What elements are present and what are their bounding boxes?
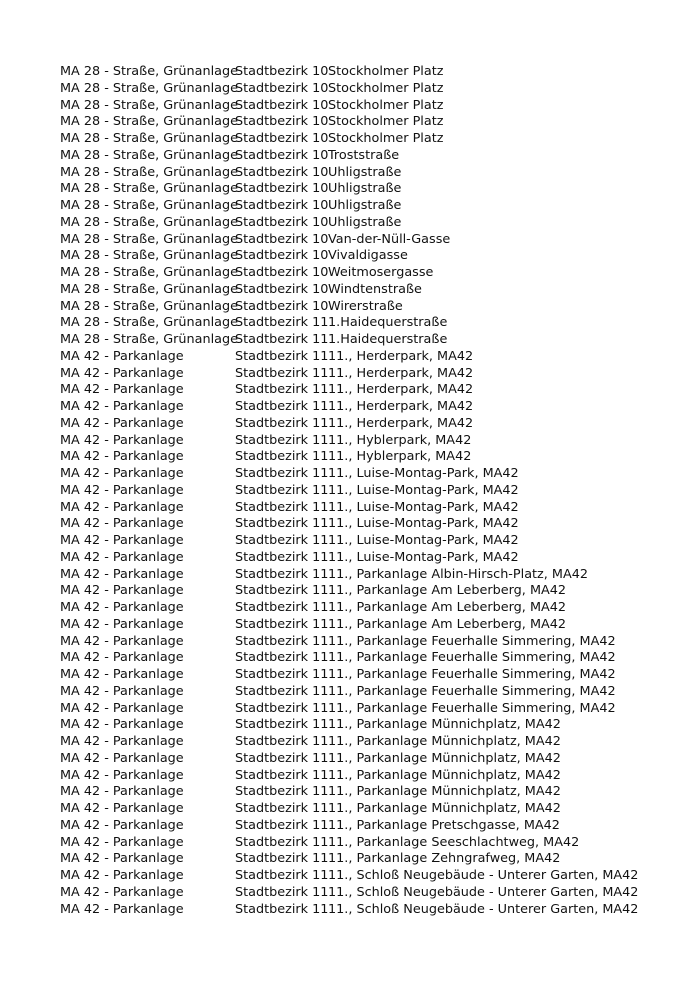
- location-cell: 11., Parkanlage Am Leberberg, MA42: [328, 616, 567, 632]
- department-cell: MA 42 - Parkanlage: [60, 784, 184, 800]
- location-cell: 11., Herderpark, MA42: [328, 415, 474, 431]
- location-cell: 11., Parkanlage Am Leberberg, MA42: [328, 600, 567, 615]
- location-cell: 11., Hyblerpark, MA42: [328, 432, 472, 448]
- location-cell: 11., Parkanlage Münnichplatz, MA42: [328, 801, 561, 816]
- district-cell: Stadtbezirk 10: [235, 80, 329, 96]
- district-cell: Stadtbezirk 10: [235, 164, 329, 180]
- department-cell: MA 42 - Parkanlage: [60, 901, 184, 917]
- district-cell: Stadtbezirk 11: [235, 767, 329, 783]
- location-cell: 11., Parkanlage Feuerhalle Simmering, MA42: [328, 667, 616, 682]
- department-cell: MA 42 - Parkanlage: [60, 700, 184, 716]
- location-cell: 11., Parkanlage Zehngrafweg, MA42: [328, 851, 561, 867]
- department-cell: MA 28 - Straße, Grünanlage: [60, 214, 238, 230]
- district-cell: Stadtbezirk 11: [235, 717, 329, 733]
- district-cell: Stadtbezirk 10: [235, 231, 329, 247]
- location-cell: Uhligstraße: [328, 214, 402, 230]
- district-cell: Stadtbezirk 10: [235, 131, 329, 146]
- location-cell: 11., Parkanlage Münnichplatz, MA42: [328, 784, 561, 800]
- department-cell: MA 42 - Parkanlage: [60, 801, 184, 816]
- department-cell: MA 42 - Parkanlage: [60, 399, 184, 414]
- location-cell: 11., Parkanlage Feuerhalle Simmering, MA42: [328, 650, 616, 666]
- district-cell: Stadtbezirk 11: [235, 901, 329, 917]
- location-cell: 11., Parkanlage Münnichplatz, MA42: [328, 717, 561, 733]
- location-cell: 11., Parkanlage Seeschlachtweg, MA42: [328, 834, 580, 850]
- district-cell: Stadtbezirk 11: [235, 382, 329, 398]
- location-cell: 11., Parkanlage Feuerhalle Simmering, MA42: [328, 633, 616, 649]
- department-cell: MA 28 - Straße, Grünanlage: [60, 80, 238, 96]
- department-cell: MA 42 - Parkanlage: [60, 466, 184, 481]
- district-cell: Stadtbezirk 11: [235, 650, 329, 666]
- location-cell: 11., Herderpark, MA42: [328, 348, 474, 364]
- district-cell: Stadtbezirk 10: [235, 114, 329, 130]
- location-cell: 11., Luise-Montag-Park, MA42: [328, 499, 519, 515]
- location-cell: 11., Luise-Montag-Park, MA42: [328, 482, 519, 498]
- district-cell: Stadtbezirk 11: [235, 683, 329, 699]
- district-cell: Stadtbezirk 11: [235, 399, 329, 414]
- district-cell: Stadtbezirk 10: [235, 198, 329, 213]
- department-cell: MA 42 - Parkanlage: [60, 449, 184, 465]
- district-cell: Stadtbezirk 11: [235, 784, 329, 800]
- district-cell: Stadtbezirk 10: [235, 214, 329, 230]
- department-cell: MA 42 - Parkanlage: [60, 667, 184, 682]
- department-cell: MA 28 - Straße, Grünanlage: [60, 181, 238, 197]
- district-cell: Stadtbezirk 10: [235, 281, 329, 297]
- district-cell: Stadtbezirk 11: [235, 365, 329, 381]
- department-cell: MA 28 - Straße, Grünanlage: [60, 114, 238, 130]
- department-cell: MA 28 - Straße, Grünanlage: [60, 231, 238, 247]
- location-cell: 11., Parkanlage Münnichplatz, MA42: [328, 750, 561, 766]
- district-cell: Stadtbezirk 11: [235, 566, 329, 582]
- location-cell: 11., Herderpark, MA42: [328, 399, 474, 414]
- location-cell: 11., Schloß Neugebäude - Unterer Garten, MA42: [328, 868, 639, 883]
- location-cell: Uhligstraße: [328, 198, 402, 213]
- location-cell: Uhligstraße: [328, 181, 402, 197]
- department-cell: MA 28 - Straße, Grünanlage: [60, 332, 238, 347]
- location-cell: 11., Parkanlage Albin-Hirsch-Platz, MA42: [328, 566, 588, 582]
- location-cell: 11., Herderpark, MA42: [328, 365, 474, 381]
- district-cell: Stadtbezirk 11: [235, 868, 329, 883]
- location-cell: 11., Luise-Montag-Park, MA42: [328, 466, 519, 481]
- district-cell: Stadtbezirk 11: [235, 332, 329, 347]
- department-cell: MA 42 - Parkanlage: [60, 616, 184, 632]
- district-cell: Stadtbezirk 10: [235, 265, 329, 280]
- district-cell: Stadtbezirk 11: [235, 549, 329, 565]
- district-cell: Stadtbezirk 11: [235, 348, 329, 364]
- department-cell: MA 42 - Parkanlage: [60, 583, 184, 599]
- location-cell: Stockholmer Platz: [328, 97, 444, 113]
- location-cell: 11., Luise-Montag-Park, MA42: [328, 533, 519, 548]
- district-cell: Stadtbezirk 11: [235, 415, 329, 431]
- district-cell: Stadtbezirk 11: [235, 817, 329, 833]
- district-cell: Stadtbezirk 11: [235, 466, 329, 481]
- department-cell: MA 42 - Parkanlage: [60, 499, 184, 515]
- location-cell: 11., Luise-Montag-Park, MA42: [328, 516, 519, 532]
- district-cell: Stadtbezirk 11: [235, 600, 329, 615]
- department-cell: MA 42 - Parkanlage: [60, 566, 184, 582]
- location-cell: 11., Parkanlage Pretschgasse, MA42: [328, 817, 560, 833]
- department-cell: MA 28 - Straße, Grünanlage: [60, 131, 238, 146]
- district-cell: Stadtbezirk 10: [235, 147, 329, 163]
- location-cell: Stockholmer Platz: [328, 64, 444, 79]
- location-cell: Troststraße: [328, 147, 400, 163]
- location-cell: Uhligstraße: [328, 164, 402, 180]
- department-cell: MA 42 - Parkanlage: [60, 482, 184, 498]
- location-cell: Van-der-Nüll-Gasse: [328, 231, 451, 247]
- location-cell: 11., Schloß Neugebäude - Unterer Garten, MA42: [328, 884, 639, 900]
- district-cell: Stadtbezirk 10: [235, 97, 329, 113]
- department-cell: MA 28 - Straße, Grünanlage: [60, 198, 238, 213]
- district-cell: Stadtbezirk 11: [235, 851, 329, 867]
- department-cell: MA 42 - Parkanlage: [60, 750, 184, 766]
- district-cell: Stadtbezirk 11: [235, 801, 329, 816]
- department-cell: MA 42 - Parkanlage: [60, 432, 184, 448]
- location-cell: 11., Herderpark, MA42: [328, 382, 474, 398]
- department-cell: MA 28 - Straße, Grünanlage: [60, 64, 238, 79]
- location-cell: 11., Parkanlage Am Leberberg, MA42: [328, 583, 567, 599]
- department-cell: MA 42 - Parkanlage: [60, 851, 184, 867]
- district-cell: Stadtbezirk 11: [235, 432, 329, 448]
- district-cell: Stadtbezirk 11: [235, 734, 329, 749]
- department-cell: MA 42 - Parkanlage: [60, 868, 184, 883]
- location-cell: 1.Haidequerstraße: [328, 315, 448, 331]
- department-cell: MA 42 - Parkanlage: [60, 650, 184, 666]
- department-cell: MA 42 - Parkanlage: [60, 600, 184, 615]
- location-cell: Wirerstraße: [328, 298, 403, 314]
- location-cell: 1.Haidequerstraße: [328, 332, 448, 347]
- location-cell: Stockholmer Platz: [328, 80, 444, 96]
- district-cell: Stadtbezirk 10: [235, 298, 329, 314]
- district-cell: Stadtbezirk 11: [235, 482, 329, 498]
- department-cell: MA 42 - Parkanlage: [60, 834, 184, 850]
- department-cell: MA 42 - Parkanlage: [60, 533, 184, 548]
- department-cell: MA 42 - Parkanlage: [60, 817, 184, 833]
- location-cell: Stockholmer Platz: [328, 114, 444, 130]
- department-cell: MA 42 - Parkanlage: [60, 348, 184, 364]
- location-cell: 11., Parkanlage Feuerhalle Simmering, MA42: [328, 683, 616, 699]
- location-cell: Vivaldigasse: [328, 248, 408, 264]
- location-cell: Stockholmer Platz: [328, 131, 444, 146]
- district-cell: Stadtbezirk 10: [235, 248, 329, 264]
- district-cell: Stadtbezirk 11: [235, 700, 329, 716]
- department-cell: MA 42 - Parkanlage: [60, 549, 184, 565]
- department-cell: MA 28 - Straße, Grünanlage: [60, 97, 238, 113]
- department-cell: MA 42 - Parkanlage: [60, 734, 184, 749]
- district-cell: Stadtbezirk 11: [235, 516, 329, 532]
- district-cell: Stadtbezirk 10: [235, 181, 329, 197]
- district-cell: Stadtbezirk 11: [235, 499, 329, 515]
- location-cell: Weitmosergasse: [328, 265, 434, 280]
- department-cell: MA 28 - Straße, Grünanlage: [60, 265, 238, 280]
- department-cell: MA 42 - Parkanlage: [60, 382, 184, 398]
- district-cell: Stadtbezirk 11: [235, 884, 329, 900]
- department-cell: MA 28 - Straße, Grünanlage: [60, 281, 238, 297]
- department-cell: MA 42 - Parkanlage: [60, 767, 184, 783]
- location-cell: 11., Hyblerpark, MA42: [328, 449, 472, 465]
- department-cell: MA 42 - Parkanlage: [60, 365, 184, 381]
- district-cell: Stadtbezirk 11: [235, 616, 329, 632]
- department-cell: MA 28 - Straße, Grünanlage: [60, 248, 238, 264]
- district-cell: Stadtbezirk 11: [235, 315, 329, 331]
- district-cell: Stadtbezirk 11: [235, 533, 329, 548]
- district-cell: Stadtbezirk 11: [235, 750, 329, 766]
- district-cell: Stadtbezirk 10: [235, 64, 329, 79]
- department-cell: MA 42 - Parkanlage: [60, 884, 184, 900]
- district-cell: Stadtbezirk 11: [235, 667, 329, 682]
- location-cell: 11., Parkanlage Feuerhalle Simmering, MA42: [328, 700, 616, 716]
- department-cell: MA 42 - Parkanlage: [60, 516, 184, 532]
- department-cell: MA 28 - Straße, Grünanlage: [60, 164, 238, 180]
- department-cell: MA 28 - Straße, Grünanlage: [60, 147, 238, 163]
- district-cell: Stadtbezirk 11: [235, 583, 329, 599]
- district-cell: Stadtbezirk 11: [235, 834, 329, 850]
- department-cell: MA 42 - Parkanlage: [60, 717, 184, 733]
- department-cell: MA 42 - Parkanlage: [60, 415, 184, 431]
- location-cell: 11., Schloß Neugebäude - Unterer Garten, MA42: [328, 901, 639, 917]
- district-cell: Stadtbezirk 11: [235, 633, 329, 649]
- district-cell: Stadtbezirk 11: [235, 449, 329, 465]
- department-cell: MA 28 - Straße, Grünanlage: [60, 298, 238, 314]
- department-cell: MA 28 - Straße, Grünanlage: [60, 315, 238, 331]
- location-cell: 11., Parkanlage Münnichplatz, MA42: [328, 767, 561, 783]
- location-cell: 11., Parkanlage Münnichplatz, MA42: [328, 734, 561, 749]
- department-cell: MA 42 - Parkanlage: [60, 683, 184, 699]
- location-cell: 11., Luise-Montag-Park, MA42: [328, 549, 519, 565]
- location-cell: Windtenstraße: [328, 281, 422, 297]
- department-cell: MA 42 - Parkanlage: [60, 633, 184, 649]
